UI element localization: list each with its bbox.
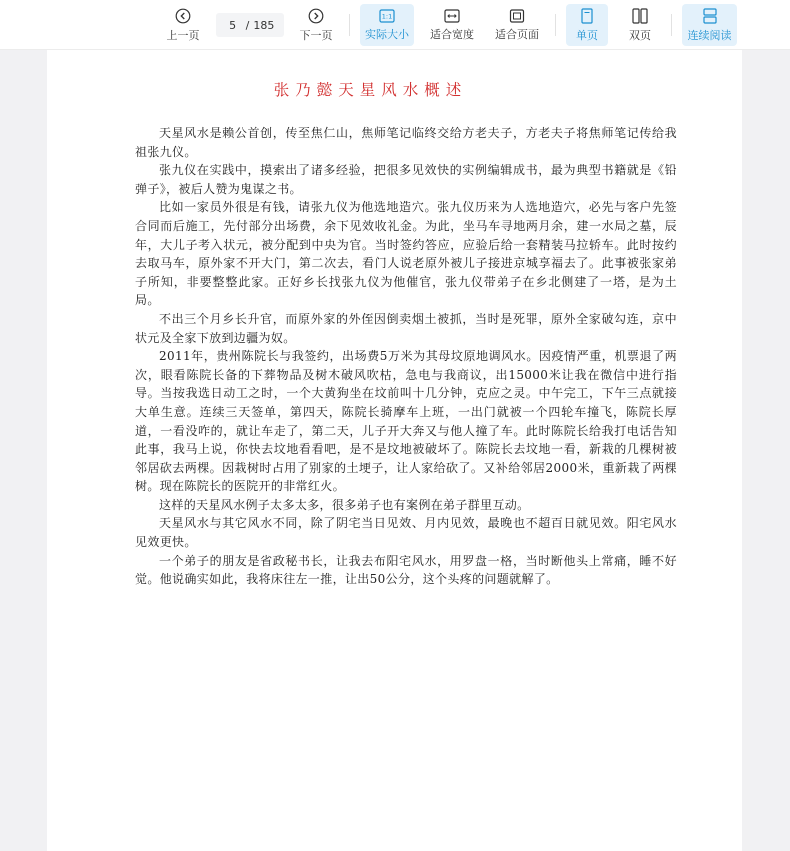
paragraph: 这样的天星风水例子太多太多，很多弟子也有案例在弟子群里互动。 [159, 497, 530, 512]
prev-page-label: 上一页 [166, 28, 200, 42]
continuous-reading-label: 连续阅读 [687, 28, 732, 42]
paragraph: 不出三个月乡长升官，而原外家的外侄因倒卖烟土被抓，当时是死罪，原外全家破勾连，京中状元及全家下放到边疆为奴。 [135, 311, 677, 345]
paragraph: 比如一家员外很是有钱，请张九仪为他选地造穴。张九仪历来为人选地造穴，必先与客户先签合同而后施工，先付部分出场费，余下见效收礼金。为此，坐马车寻地两月余，建一水局之墓，辰年，大儿子考入状元，被分配到中央为官。当时签约答应，应验后给一套精装马拉轿车。此时按约去取马车，原外家不开大门，第二次去，看门人说老原外被儿子接进京城享福去了。此事被张家弟子所知，非要整整此家。正好乡长找张九仪为他催官，张九仪带弟子在乡北侧建了一塔，是为土局。 [135, 200, 677, 308]
current-page-input[interactable]: 5 [229, 18, 237, 32]
toolbar-divider [349, 14, 350, 36]
single-page-button[interactable] [566, 4, 608, 46]
continuous-reading-icon [702, 8, 718, 24]
toolbar-divider [555, 14, 556, 36]
actual-size-icon [379, 9, 395, 23]
page-indicator [216, 13, 284, 37]
paragraph: 天星风水与其它风水不同，除了阴宅当日见效、月内见效，最晚也不超百日就见效。阳宅风水见效更快。 [135, 516, 677, 550]
fit-width-button[interactable] [424, 4, 480, 46]
actual-size-button[interactable] [360, 4, 414, 46]
paragraph: 张九仪在实践中，摸索出了诸多经验，把很多见效快的实例编辑成书，最为典型书籍就是《铅弹子》，被后人赞为鬼谋之书。 [135, 163, 677, 196]
document-body [135, 124, 677, 589]
document-page [47, 50, 742, 851]
page-separator: / [245, 18, 250, 32]
toolbar-divider [671, 14, 672, 36]
next-page-label: 下一页 [299, 28, 333, 42]
paragraph: 天星风水是赖公首创，传至焦仁山，焦师笔记临终交给方老夫子，方老夫子将焦师笔记传给我祖张九仪。 [135, 126, 677, 159]
fit-page-label: 适合页面 [495, 27, 539, 41]
chevron-left-circle-icon [175, 8, 191, 24]
total-pages: 185 [253, 18, 275, 32]
single-page-label: 单页 [576, 28, 598, 42]
chevron-right-circle-icon [308, 8, 324, 24]
fit-page-icon [509, 9, 525, 23]
double-page-label: 双页 [629, 28, 651, 42]
document-title: 张乃懿天星风水概述 [273, 81, 468, 99]
svg-text:1:1: 1:1 [381, 12, 393, 20]
double-page-icon [632, 8, 648, 24]
viewer-toolbar [0, 0, 790, 50]
fit-width-icon [444, 9, 460, 23]
continuous-reading-button[interactable] [682, 4, 737, 46]
actual-size-label: 实际大小 [365, 27, 409, 41]
paragraph: 2011年，贵州陈院长与我签约，出场费5万米为其母坟原地调风水。因疫情严重，机票退了两次，眼看陈院长备的下葬物品及树木破风吹枯，急电与我商议，出15000米让我在微信中进行指导。当按我选日动工之时，一个大黄狗坐在坟前叫十几分钟，克应之灵。中午完工，下午三点就接大单生意。连续三天签单，第四天，陈院长骑摩车上班，一出门就被一个四轮车撞飞，陈院长厚道，一看没咋的，就让车走了，第二天，儿子开大奔又与他人撞了车。此时陈院长给我打电话告知此事，我马上说，你快去坟地看看吧，是不是坟地被破坏了。陈院长去坟地一看，新栽的几棵树被邻居砍去两棵。因栽树时占用了别家的土埂子，让人家给砍了。又补给邻居2000米，重新栽了两棵树。现在陈院长的医院开的非常红火。 [135, 349, 677, 494]
prev-page-button[interactable] [160, 4, 206, 46]
fit-width-label: 适合宽度 [430, 27, 474, 41]
fit-page-button[interactable] [490, 4, 544, 46]
double-page-button[interactable] [619, 4, 661, 46]
next-page-button[interactable] [293, 4, 339, 46]
single-page-icon [580, 8, 594, 24]
paragraph: 一个弟子的朋友是省政秘书长，让我去布阳宅风水，用罗盘一格，当时断他头上常痛，睡不好觉。他说确实如此，我将床往左一推，让出50公分，这个头疼的问题就解了。 [135, 553, 677, 587]
